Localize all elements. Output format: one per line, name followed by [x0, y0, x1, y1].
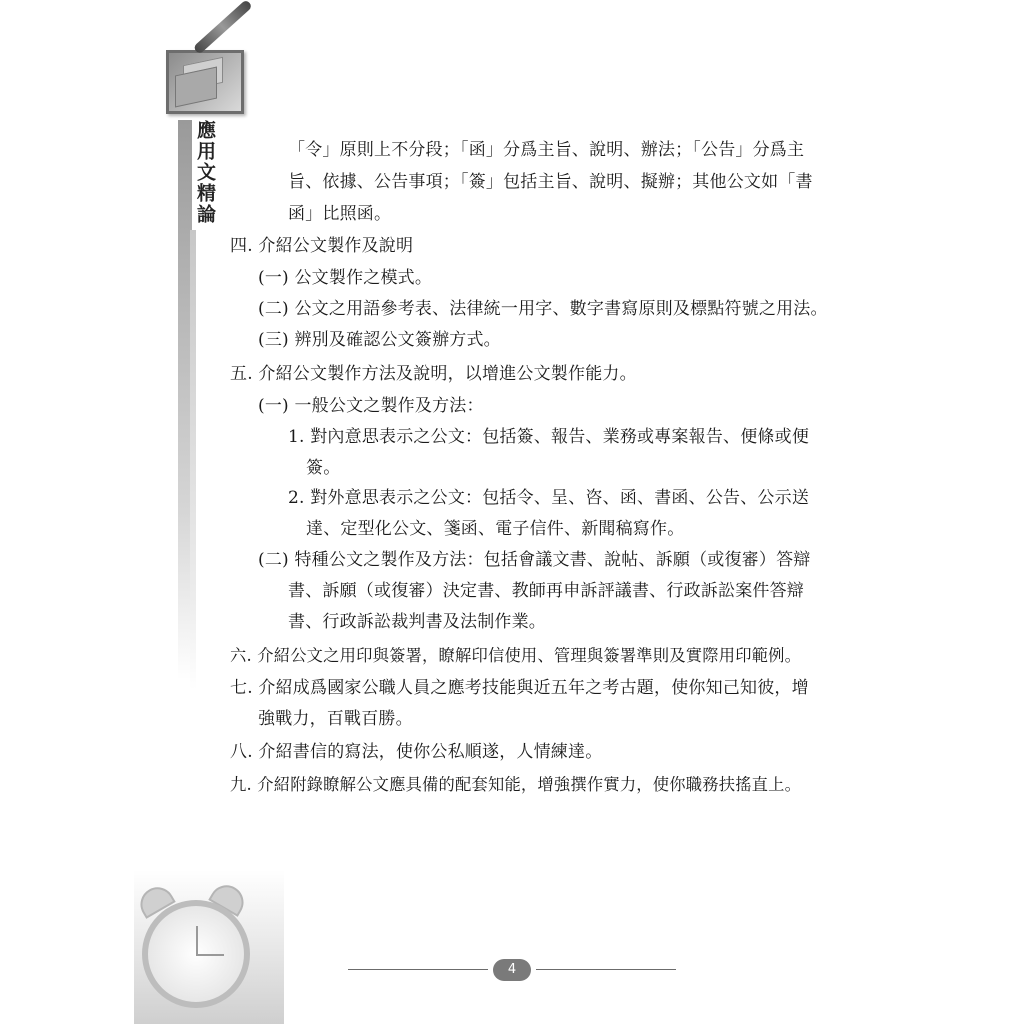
- footer-rule-left: [348, 969, 488, 970]
- list-item: (一) 公文製作之模式。: [258, 268, 433, 288]
- text-line: 強戰力，百戰百勝。: [258, 709, 413, 729]
- list-item: 2. 對外意思表示之公文：包括令、呈、咨、函、書函、公告、公示送: [288, 488, 810, 508]
- page-number: 4: [493, 959, 531, 981]
- list-item: (一) 一般公文之製作及方法：: [258, 396, 484, 416]
- list-item: 1. 對內意思表示之公文：包括簽、報告、業務或專案報告、便條或便: [288, 427, 810, 447]
- section-heading: 六. 介紹公文之用印與簽署，瞭解印信使用、管理與簽署準則及實際用印範例。: [230, 646, 802, 665]
- text-line: 「令」原則上不分段；「函」分爲主旨、說明、辦法；「公告」分爲主: [288, 140, 805, 160]
- section-heading: 五. 介紹公文製作方法及說明，以增進公文製作能力。: [230, 364, 637, 384]
- list-item: (二) 公文之用語參考表、法律統一用字、數字書寫原則及標點符號之用法。: [258, 299, 828, 319]
- section-heading: 九. 介紹附錄瞭解公文應具備的配套知能，增強撰作實力，使你職務扶搖直上。: [230, 775, 802, 794]
- text-line: 函」比照函。: [288, 204, 392, 224]
- text-line: 達、定型化公文、箋函、電子信件、新聞稿寫作。: [306, 519, 685, 539]
- section-heading: 四. 介紹公文製作及說明: [230, 236, 414, 256]
- alarm-clock-icon: [142, 900, 250, 1008]
- section-heading: 八. 介紹書信的寫法，使你公私順遂，人情練達。: [230, 742, 603, 762]
- pen-icon: [193, 0, 253, 55]
- books-photo-icon: [166, 50, 244, 114]
- text-line: 旨、依據、公告事項；「簽」包括主旨、說明、擬辦；其他公文如「書: [288, 172, 813, 192]
- book-title: 應用文精論: [194, 120, 216, 225]
- section-heading: 七. 介紹成爲國家公職人員之應考技能與近五年之考古題，使你知己知彼，增: [230, 678, 809, 698]
- side-bar-decoration-light: [190, 230, 196, 690]
- text-line: 簽。: [306, 458, 341, 478]
- footer-rule-right: [536, 969, 676, 970]
- text-line: 書、訴願（或復審）決定書、教師再申訴評議書、行政訴訟案件答辯: [288, 581, 804, 601]
- list-item: (三) 辨別及確認公文簽辦方式。: [258, 330, 501, 350]
- list-item: (二) 特種公文之製作及方法：包括會議文書、說帖、訴願（或復審）答辯: [258, 550, 811, 570]
- text-line: 書、行政訴訟裁判書及法制作業。: [288, 612, 546, 632]
